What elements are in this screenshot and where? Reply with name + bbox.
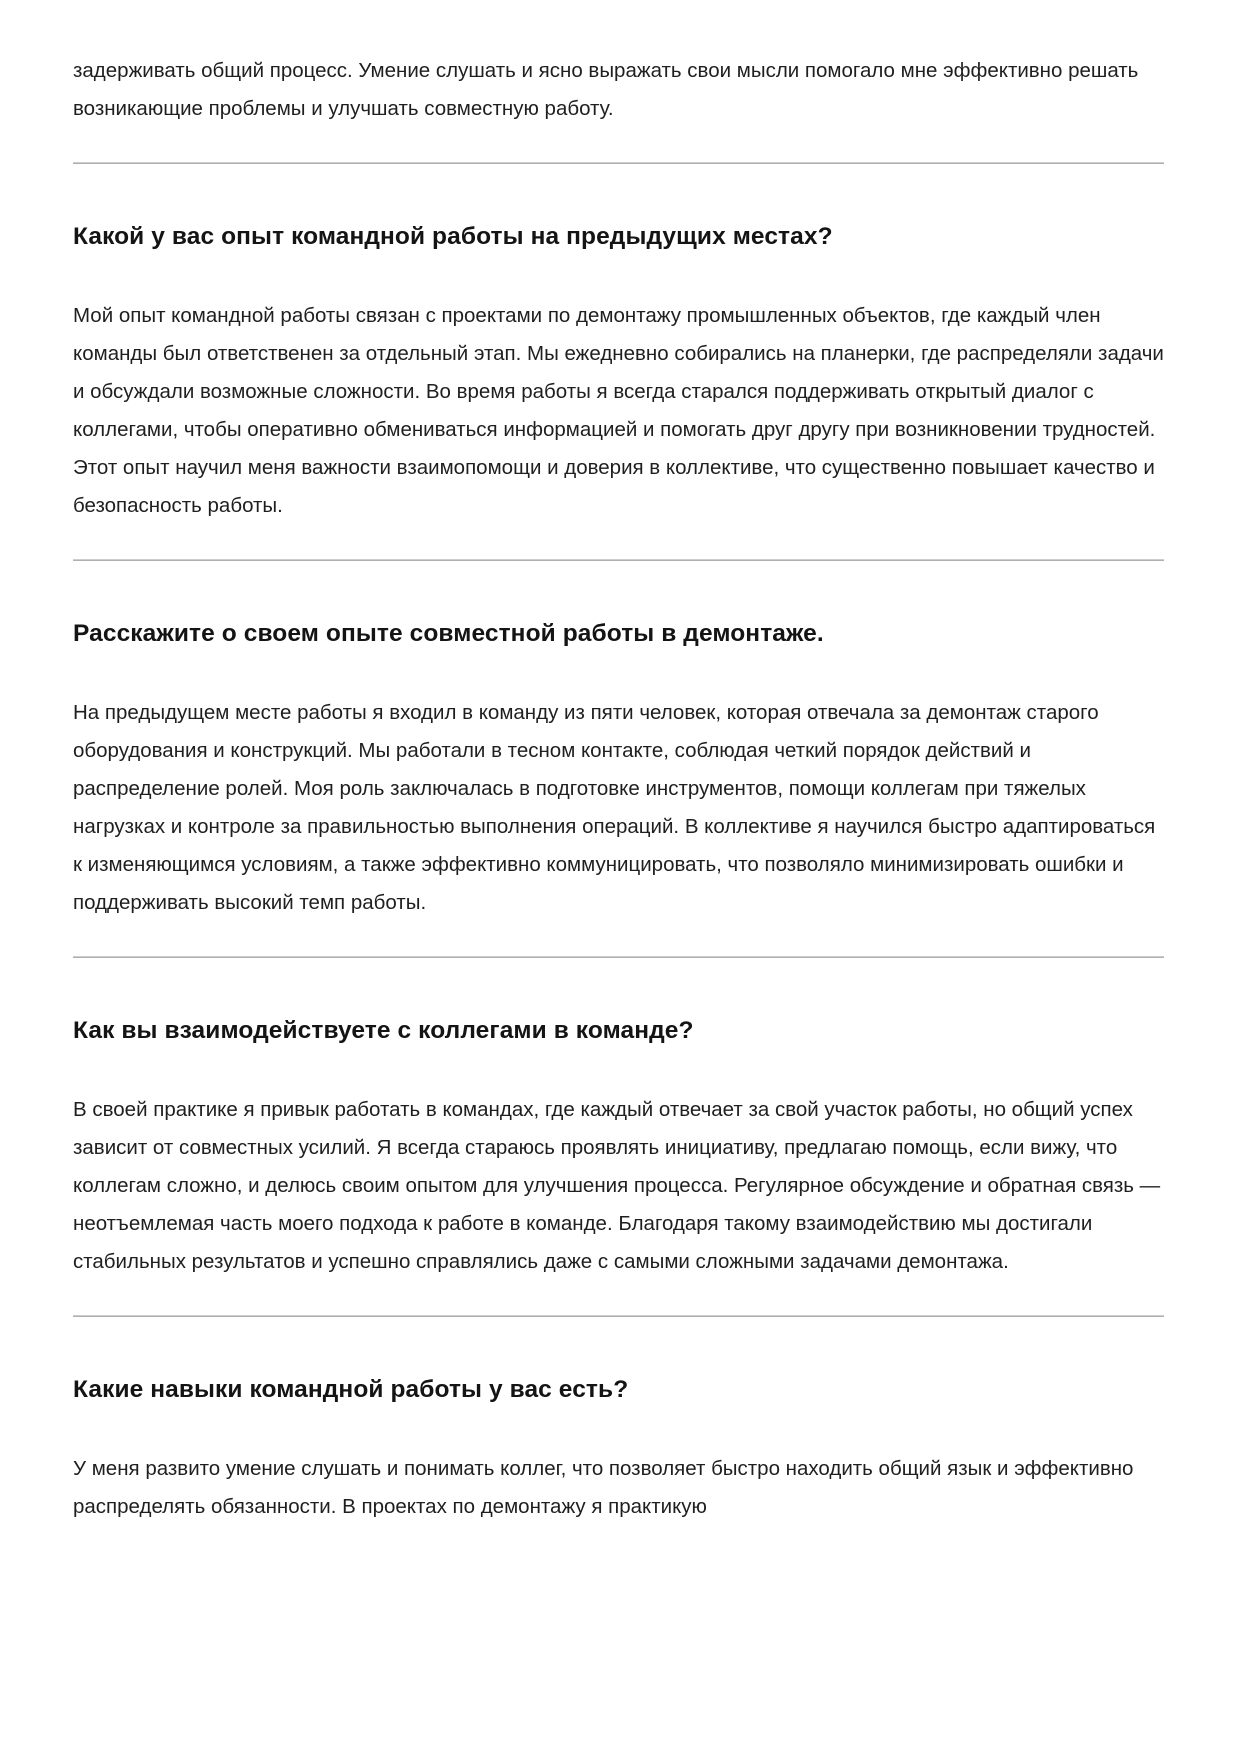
qa-sections-container <box>73 162 1164 1526</box>
section-divider <box>73 956 1164 958</box>
qa-section <box>73 162 1164 525</box>
answer-paragraph: На предыдущем месте работы я входил в команду из пяти человек, которая отвечала за демонтаж старого оборудования и конструкций. Мы работали в тесном контакте, соблюдая четкий порядок действий и распределение ролей. Моя роль заключалась в подготовке инструментов, помощи коллегам при тяжелых нагрузках и контроле за правильностью выполнения операций. В коллективе я научился быстро адаптироваться к изменяющимся условиям, а также эффективно коммуницировать, что позволяло минимизировать ошибки и поддерживать высокий темп работы. <box>73 701 1156 914</box>
answer-continuation: задерживать общий процесс. Умение слушать и ясно выражать свои мысли помогало мне эффективно решать возникающие проблемы и улучшать совместную работу. <box>73 59 1139 120</box>
section-divider <box>73 559 1164 561</box>
answer-paragraph: У меня развито умение слушать и понимать коллег, что позволяет быстро находить общий язык и эффективно распределять обязанности. В проектах по демонтажу я практикую <box>73 1457 1134 1518</box>
answer-paragraph: В своей практике я привык работать в командах, где каждый отвечает за свой участок работы, но общий успех зависит от совместных усилий. Я всегда стараюсь проявлять инициативу, предлагаю помощь, если вижу, что коллегам сложно, и делюсь своим опытом для улучшения процесса. Регулярное обсуждение и обратная связь — неотъемлемая часть моего подхода к работе в команде. Благодаря такому взаимодействию мы достигали стабильных результатов и успешно справлялись даже с самыми сложными задачами демонтажа. <box>73 1098 1161 1273</box>
qa-section <box>73 956 1164 1281</box>
section-divider <box>73 1315 1164 1317</box>
answer-paragraph: Мой опыт командной работы связан с проектами по демонтажу промышленных объектов, где каждый член команды был ответственен за отдельный этап. Мы ежедневно собирались на планерки, где распределяли задачи и обсуждали возможные сложности. Во время работы я всегда старался поддерживать открытый диалог с коллегами, чтобы оперативно обмениваться информацией и помогать друг другу при возникновении трудностей. Этот опыт научил меня важности взаимопомощи и доверия в коллективе, что существенно повышает качество и безопасность работы. <box>73 304 1164 517</box>
qa-section <box>73 559 1164 922</box>
question-heading: Как вы взаимодействуете с коллегами в команде? <box>73 1017 694 1044</box>
question-heading: Какие навыки командной работы у вас есть? <box>73 1376 629 1403</box>
question-heading: Расскажите о своем опыте совместной работы в демонтаже. <box>73 620 824 647</box>
question-heading: Какой у вас опыт командной работы на предыдущих местах? <box>73 223 833 250</box>
qa-section <box>73 1315 1164 1526</box>
section-divider <box>73 162 1164 164</box>
